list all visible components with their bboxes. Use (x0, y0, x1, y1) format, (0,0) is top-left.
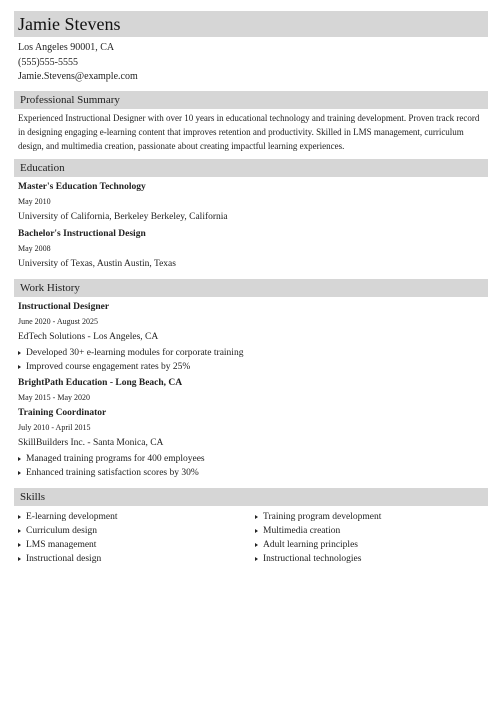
skills-column-right (251, 510, 488, 566)
contact-address: Los Angeles 90001, CA (18, 42, 115, 53)
skill-text: Training program development (263, 511, 382, 522)
skill-text: E-learning development (26, 511, 118, 522)
school-name: University of Texas, Austin Austin, Texas (18, 258, 176, 269)
bullet-icon (255, 529, 258, 533)
resume-page (14, 11, 488, 566)
list-item (18, 346, 488, 360)
job-bullets (14, 452, 488, 480)
skill-text: Instructional design (26, 553, 102, 564)
skill-text: Multimedia creation (263, 525, 341, 536)
bullet-text: Improved course engagement rates by 25% (26, 361, 191, 372)
skill-text: Curriculum design (26, 525, 97, 536)
list-item (18, 524, 251, 538)
job-title: Instructional Designer (18, 301, 110, 312)
section-title: Skills (20, 490, 46, 503)
skill-text: LMS management (26, 539, 97, 550)
job-date: July 2010 - April 2015 (18, 422, 91, 432)
list-item (255, 538, 488, 552)
list-item (255, 552, 488, 566)
contact-phone: (555)555-5555 (18, 56, 78, 68)
bullet-icon (18, 557, 21, 561)
section-title: Work History (20, 281, 80, 294)
bullet-icon (255, 543, 258, 547)
section-header-summary (14, 91, 488, 109)
list-item (255, 510, 488, 524)
work-entry (14, 407, 488, 450)
job-bullets (14, 346, 488, 374)
list-item (18, 360, 488, 374)
job-title: BrightPath Education - Long Beach, CA (18, 377, 183, 388)
list-item (18, 510, 251, 524)
bullet-icon (255, 515, 258, 519)
education-entry (14, 228, 488, 271)
work-entry (14, 301, 488, 344)
bullet-text: Enhanced training satisfaction scores by 30% (26, 467, 199, 478)
school-name: University of California, Berkeley Berkeley, California (18, 211, 228, 222)
section-header-skills (14, 488, 488, 506)
list-item (18, 452, 488, 466)
list-item (255, 524, 488, 538)
bullet-icon (18, 529, 21, 533)
company-name: SkillBuilders Inc. - Santa Monica, CA (18, 437, 164, 448)
job-date: June 2020 - August 2025 (18, 316, 98, 326)
bullet-icon (18, 543, 21, 547)
name-header (14, 11, 488, 37)
company-name: EdTech Solutions - Los Angeles, CA (18, 331, 159, 342)
skill-text: Adult learning principles (263, 539, 358, 550)
section-title: Education (20, 161, 65, 174)
list-item (18, 538, 251, 552)
degree-date: May 2010 (18, 196, 51, 206)
degree-title: Bachelor's Instructional Design (18, 228, 146, 239)
degree-title: Master's Education Technology (18, 181, 146, 192)
bullet-text: Managed training programs for 400 employees (26, 453, 205, 464)
section-title: Professional Summary (20, 93, 120, 106)
bullet-icon (18, 365, 21, 369)
bullet-icon (18, 515, 21, 519)
skills-grid (14, 510, 488, 566)
list-item (18, 552, 251, 566)
bullet-icon (255, 557, 258, 561)
job-title: Training Coordinator (18, 407, 107, 418)
contact-email: Jamie.Stevens@example.com (18, 71, 138, 82)
job-date: May 2015 - May 2020 (18, 392, 90, 402)
candidate-name: Jamie Stevens (18, 14, 121, 34)
bullet-icon (18, 351, 21, 355)
bullet-text: Developed 30+ e-learning modules for corporate training (26, 347, 244, 358)
education-entry (14, 181, 488, 224)
skill-text: Instructional technologies (263, 553, 362, 564)
section-header-work (14, 279, 488, 297)
contact-block (14, 41, 488, 85)
list-item (18, 466, 488, 480)
work-entry (14, 377, 488, 404)
bullet-icon (18, 457, 21, 461)
skills-column-left (14, 510, 251, 566)
degree-date: May 2008 (18, 243, 51, 253)
summary-text: Experienced Instructional Designer with over 10 years in educational technology and training development. Proven track record in designing engaging e-learning content that improves retention and productivity. Skilled in LMS management, curriculum design, and multimedia creation, passionate about creating impactful learning experiences. (18, 112, 480, 151)
bullet-icon (18, 471, 21, 475)
section-header-education (14, 159, 488, 177)
